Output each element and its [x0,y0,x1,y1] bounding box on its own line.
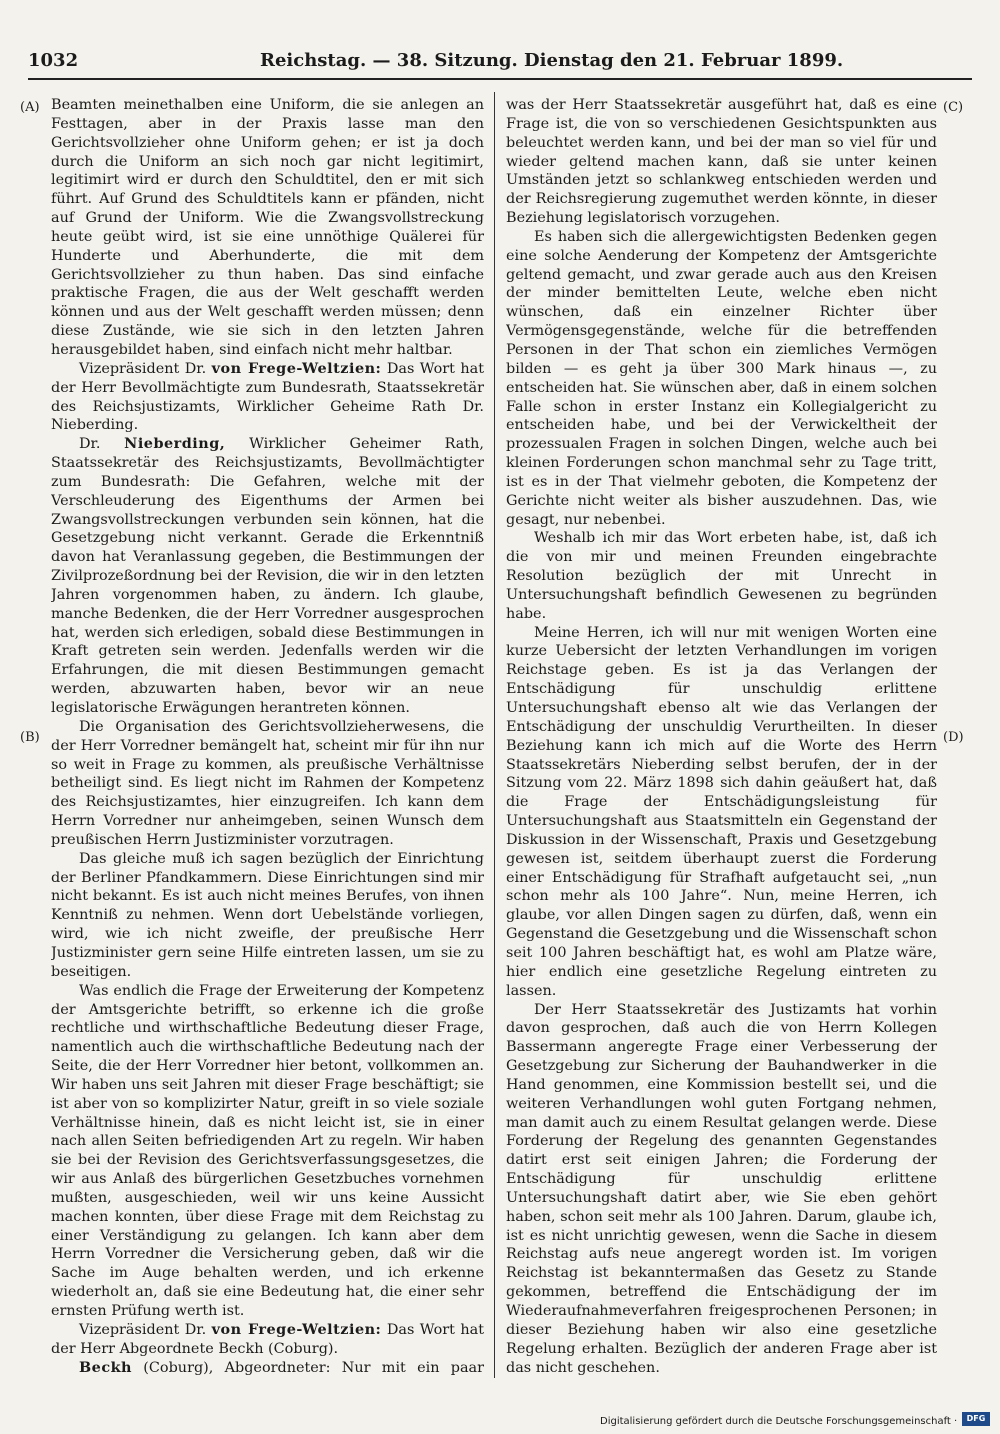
paragraph: Was endlich die Frage der Erweiterung der Kompetenz der Amtsgerichte betrifft, so erkenne ich die große rechtliche und wirthschaftliche Bedeutung dieser Frage, namentlich auch die wirthschaftliche Bedeutung nach der Seite, die der Herr Vorredner hier betont, vollkommen an. Wir haben uns seit Jahren mit dieser Frage beschäftigt; sie ist aber von so komplizirter Natur, greift in so viele soziale Verhältnisse hinein, daß es nicht leicht ist, sie in einer nach allen Seiten befriedigenden Art zu regeln. Wir haben sie bei der Revision des Gerichtsverfassungsgesetzes, die wir aus Anlaß des bürgerlichen Gesetzbuches vornehmen mußten, ausgeschieden, weil wir uns keine Aussicht machen konnten, über diese Frage mit dem Reichstag zu einer Verständigung zu gelangen. Ich kann aber dem Herrn Vorredner die Versicherung geben, daß wir die Sache im Auge behalten werden, und ich erkenne wiederholt an, daß sie eine Bedeutung hat, die einer sehr ernsten Prüfung werth ist. [51,982,484,1319]
margin-marker-a: (A) [20,100,40,115]
running-head: Reichstag. — 38. Sitzung. Dienstag den 21. Februar 1899. [260,50,844,71]
paragraph: Die Organisation des Gerichtsvollzieherwesens, die der Herr Vorredner bemängelt hat, scheint mir für ihn nur so weit in Frage zu kommen, als preußische Verhältnisse betheiligt sind. Es liegt nicht im Rahmen der Kompetenz des Reichsjustizamtes, hier einzugreifen. Ich kann dem Herrn Vorredner nur anheimgeben, seinen Wunsch dem preußischen Herrn Justizminister vorzutragen. [51,718,484,848]
speaker-paragraph [51,435,484,718]
margin-marker-b: (B) [20,730,40,745]
speaker-name: von Frege-Weltzien: [211,359,382,377]
speaker-name: von Frege-Weltzien: [211,1320,382,1338]
paragraph: Das gleiche muß ich sagen bezüglich der Einrichtung der Berliner Pfandkammern. Diese Einrichtungen sind mir nicht bekannt. Es ist auch nicht meines Berufes, von ihnen Kenntniß zu nehmen. Wenn dort Uebelstände vorliegen, wird, wie ich nicht zweifle, der preußische Herr Justizminister gern seine Hilfe eintreten lassen, um sie zu beseitigen. [51,850,484,980]
paragraph: Der Herr Staatssekretär des Justizamts hat vorhin davon gesprochen, daß auch die von Herrn Kollegen Bassermann angeregte Frage einer Verbesserung der Gesetzgebung zur Sicherung der Bauhandwerker in die Hand genommen, eine Kommission bestellt sei, und die weiteren Verhandlungen wohl guten Fortgang nehmen, man damit auch zu einem Resultat gelangen werde. Diese Forderung der Regelung des genannten Gegenstandes datirt erst seit einigen Jahren; die Forderung der Entschädigung für unschuldig erlittene Untersuchungshaft datirt aber, wie Sie eben gehört haben, schon seit mehr als 100 Jahren. Darum, glaube ich, ist es nicht unrichtig gewesen, wenn die Sache in diesem Reichstag aufs neue angeregt worden ist. Im vorigen Reichstag ist bekanntermaßen das Gesetz zu Stande gekommen, betreffend die Entschädigung der im Wiederaufnahmeverfahren freigesprochenen Personen; in dieser Beziehung haben wir also eine gesetzliche Regelung erhalten. Bezüglich der anderen Frage aber ist das nicht geschehen. [506,1001,937,1376]
page-number: 1032 [28,50,79,71]
speech-text: Das Wort hat der Herr Abgeordnete Beckh (Coburg). [51,1321,484,1357]
speech-text: Wirklicher Geheimer Rath, Staatssekretär des Reichsjustizamts, Bevollmächtigter zum Bundesrath: Die Gefahren, welche mit der Verschleuderung des Eigenthums der Armen bei Zwangsvollstreckungen verbunden sein können, hat die Gesetzgebung nicht verkannt. Gerade die Erkenntniß davon hat Veranlassung gegeben, die Bestimmungen der Zivilprozeßordnung bei der Revision, die wir in den letzten Jahren vorgenommen haben, zu ändern. Ich glaube, manche Bedenken, die der Herr Vorredner ausgesprochen hat, werden sich erledigen, sobald diese Bestimmungen in Kraft getreten sein werden. Jedenfalls werden wir die Erfahrungen, die mit diesen Bestimmungen gemacht werden, abzuwarten haben, bevor wir an neue legislatorische Erwägungen herantreten können. [51,436,484,716]
paragraph: was der Herr Staatssekretär ausgeführt hat, daß es eine Frage ist, die von so verschiedenen Gesichtspunkten aus beleuchtet werden kann, und bei der man so viel für und wieder geltend machen kann, daß sie unter keinen Umständen jetzt so schlankweg entschieden werden und der Reichsregierung zugemuthet werden könnte, in dieser Beziehung legislatorisch vorzugehen. [506,97,937,227]
paragraph: Weshalb ich mir das Wort erbeten habe, ist, daß ich die von mir und meinen Freunden eingebrachte Resolution bezüglich der mit Unrecht in Untersuchungshaft befindlich Gewesenen zu begründen habe. [506,530,937,622]
speaker-title: Dr. [79,436,101,453]
margin-marker-d: (D) [943,730,964,745]
margin-marker-c: (C) [943,100,964,115]
speaker-paragraph [51,1359,484,1378]
paragraph: Meine Herren, ich will nur mit wenigen Worten eine kurze Uebersicht der letzten Verhandlungen im vorigen Reichstage geben. Es ist ja das Verlangen der Entschädigung für unschuldig erlittene Untersuchungshaft ebenso alt wie das Verlangen der Entschädigung der unschuldig Verurtheilten. In dieser Beziehung kann ich mich auf die Worte des Herrn Staatssekretärs Nieberding selbst berufen, der in der Sitzung vom 22. März 1898 sich dahin geäußert hat, daß die Frage der Entschädigungsleistung für Untersuchungshaft aus Staatsmitteln ein Gegenstand der Diskussion in der Wissenschaft, Praxis und Gesetzgebung gewesen ist, seitdem überhaupt zuerst die Forderung einer Entschädigung für Strafhaft aufgetaucht sei, „nun schon mehr als 100 Jahre“. Nun, meine Herren, ich glaube, vor allen Dingen sagen zu dürfen, daß, wenn ein Gegenstand die Gesetzgebung und die Wissenschaft schon seit 100 Jahren beschäftigt hat, es wohl am Platze wäre, hier endlich eine gesetzliche Regelung eintreten zu lassen. [506,624,937,999]
speech-text: (Coburg), Abgeordneter: Nur mit ein paar [143,1359,484,1376]
column-divider [494,92,495,1378]
left-column [51,96,484,1378]
dfg-logo: DFG [962,1412,990,1426]
paragraph: Es haben sich die allergewichtigsten Bedenken gegen eine solche Aenderung der Kompetenz der Amtsgerichte geltend gemacht, und zwar gerade auch aus den Kreisen der minder bemittelten Leute, welche eben nicht wünschen, daß ein einzelner Richter über Vermögensgegenstände, welche für die betreffenden Personen in der That schon ein ziemliches Vermögen bilden — es geht ja über 300 Mark hinaus —, zu entscheiden hat. Sie wünschen aber, daß in einem solchen Falle schon in erster Instanz ein Kollegialgericht zu entscheiden habe, und bei der Verwickeltheit der prozessualen Fragen in solchen Dingen, welche auch bei kleinen Forderungen schon manchmal sehr zu Tage tritt, ist es in der That vielmehr geboten, die Kompetenz der Gerichte nicht weiter als bisher auszudehnen. Das, wie gesagt, nur nebenbei. [506,228,937,528]
speaker-paragraph [51,1321,484,1359]
paragraph: Beamten meinethalben eine Uniform, die sie anlegen an Festtagen, aber in der Praxis lasse man den Gerichtsvollzieher ohne Uniform gehen; er ist ja doch durch die Uniform an sich noch gar nicht legitimirt, legitimirt wird er durch den Schuldtitel, den er mit sich führt. Auf Grund des Schuldtitels kann er pfänden, nicht auf Grund der Uniform. Wie die Zwangsvollstreckung heute geübt wird, ist sie eine unnöthige Quälerei für Hunderte und Aberhunderte, die mit dem Gerichtsvollzieher zu thun haben. Das sind einfache praktische Fragen, die aus der Welt geschafft werden können und aus der Welt geschafft werden müssen; denn diese Zustände, wie sie sich in den letzten Jahren herausgebildet haben, sind einfach nicht mehr haltbar. [51,97,484,358]
speech-text: Das Wort hat der Herr Bevollmächtigte zum Bundesrath, Staatssekretär des Reichsjustizamts, Wirklicher Geheime Rath Dr. Nieberding. [51,360,484,434]
speaker-paragraph [51,360,484,435]
speaker-title: Vizepräsident Dr. [79,1321,207,1338]
page-header [28,48,972,80]
speaker-name: Nieberding, [124,435,226,453]
digitization-credit: Digitalisierung gefördert durch die Deutsche Forschungsgemeinschaft · [600,1416,958,1427]
speaker-name: Beckh [79,1358,133,1376]
paragraph [506,1377,937,1378]
speaker-title: Vizepräsident Dr. [79,360,207,377]
right-column [506,96,937,1378]
